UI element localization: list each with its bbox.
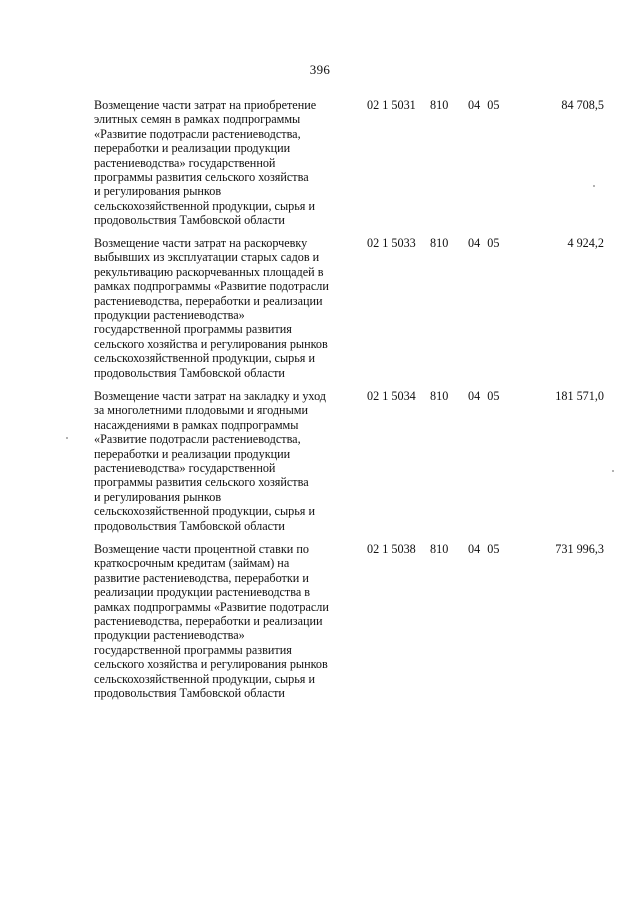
expense-type-code: 810 xyxy=(430,236,449,250)
expense-type-code: 810 xyxy=(430,542,449,556)
target-article-code: 02 1 5038 xyxy=(367,542,416,556)
page-number: 396 xyxy=(309,62,331,77)
section-subsection-code: 04 05 xyxy=(468,236,500,250)
amount-value: 4 924,2 xyxy=(567,236,604,250)
expense-type-code: 810 xyxy=(430,389,449,403)
scan-speck xyxy=(66,437,68,439)
amount-value: 84 708,5 xyxy=(561,98,604,112)
target-article-code: 02 1 5033 xyxy=(367,236,416,250)
row-description: Возмещение части затрат на закладку и уход за многолетними плодовыми и ягодными насаждениями в рамках подпрограммы «Развитие подотрасли растениеводства, переработки и реализации продукции растениеводства» государственной программы развития сельского хозяйства и регулирования рынков сельскохозяйственной продукции, сырья и продовольствия Тамбовской области xyxy=(94,389,327,533)
row-description: Возмещение части процентной ставки по краткосрочным кредитам (займам) на развитие растениеводства, переработки и реализации продукции растениеводства в рамках подпрограммы «Развитие подотрасли растениеводства, переработки и реализации продукции растениеводства» государственной программы развития сельского хозяйства и регулирования рынков сельскохозяйственной продукции, сырья и продовольствия Тамбовской области xyxy=(94,542,329,701)
scan-speck xyxy=(593,185,595,187)
expense-type-code: 810 xyxy=(430,98,449,112)
row-description: Возмещение части затрат на приобретение элитных семян в рамках подпрограммы «Развитие подотрасли растениеводства, переработки и реализации продукции растениеводства» государственной программы развития сельского хозяйства и регулирования рынков сельскохозяйственной продукции, сырья и продовольствия Тамбовской области xyxy=(94,98,317,228)
section-subsection-code: 04 05 xyxy=(468,542,500,556)
target-article-code: 02 1 5031 xyxy=(367,98,416,112)
row-description: Возмещение части затрат на раскорчевку выбывших из эксплуатации старых садов и рекультивацию раскорчеванных площадей в рамках подпрограммы «Развитие подотрасли растениеводства, переработки и реализации продукции растениеводства» государственной программы развития сельского хозяйства и регулирования рынков сельскохозяйственной продукции, сырья и продовольствия Тамбовской области xyxy=(94,236,329,380)
amount-value: 181 571,0 xyxy=(555,389,604,403)
target-article-code: 02 1 5034 xyxy=(367,389,416,403)
section-subsection-code: 04 05 xyxy=(468,98,500,112)
amount-value: 731 996,3 xyxy=(555,542,604,556)
scan-speck xyxy=(612,470,614,472)
section-subsection-code: 04 05 xyxy=(468,389,500,403)
